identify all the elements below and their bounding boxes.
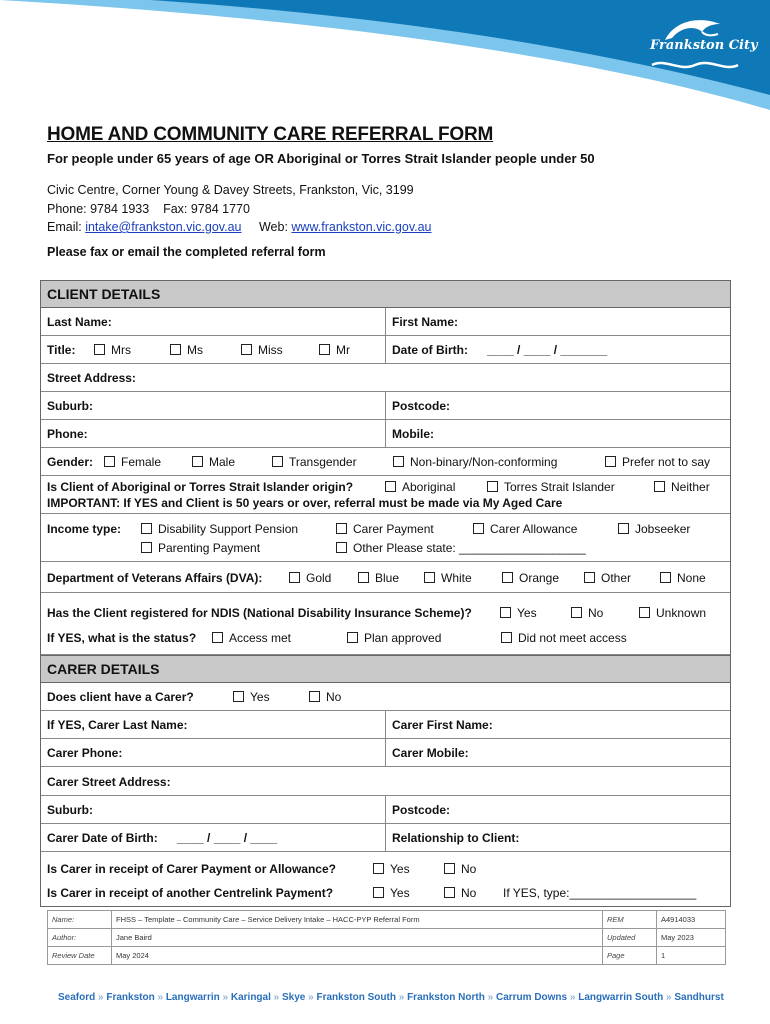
income-other-checkbox[interactable]: Other Please state: ___________________ <box>336 541 586 555</box>
income-label: Income type: <box>47 522 122 536</box>
carer-payment-row <box>41 852 730 906</box>
income-jobseeker-checkbox[interactable]: Jobseeker <box>618 522 690 536</box>
carer-payment-question: Is Carer in receipt of Carer Payment or Allowance? <box>47 862 336 876</box>
has-carer-yes-checkbox[interactable]: Yes <box>233 690 270 704</box>
dva-orange-checkbox[interactable]: Orange <box>502 571 559 585</box>
income-carer-allowance-checkbox[interactable]: Carer Allowance <box>473 522 577 536</box>
dva-label: Department of Veterans Affairs (DVA): <box>47 571 263 585</box>
wave-logo-icon <box>650 58 740 72</box>
table-row: Name: FHSS – Template – Community Care – Service Delivery Intake – HACC-PYP Referral Form REM A4914033 <box>48 911 726 929</box>
street-row <box>41 364 730 392</box>
suburb-field[interactable]: Suburb: <box>47 399 93 413</box>
ndis-yes-checkbox[interactable]: Yes <box>500 606 537 620</box>
carer-dob-row <box>41 824 730 852</box>
carer-suburb-row <box>41 796 730 824</box>
dva-white-checkbox[interactable]: White <box>424 571 472 585</box>
has-carer-no-checkbox[interactable]: No <box>309 690 341 704</box>
carer-last-name-field[interactable]: If YES, Carer Last Name: <box>47 718 188 732</box>
status-access-met-checkbox[interactable]: Access met <box>212 631 291 645</box>
fax-note: Please fax or email the completed referral form <box>47 245 326 259</box>
phone-field[interactable]: Phone: <box>47 427 88 441</box>
client-section-header: CLIENT DETAILS <box>41 281 730 308</box>
address-text: Civic Centre, Corner Young & Davey Streets, Frankston, Vic, 3199 <box>47 183 414 197</box>
referral-form <box>40 280 731 907</box>
carer-dob-label: Carer Date of Birth: <box>47 831 158 845</box>
logo-text: Frankston City <box>650 38 758 53</box>
income-dsp-checkbox[interactable]: Disability Support Pension <box>141 522 298 536</box>
gender-male-checkbox[interactable]: Male <box>192 455 235 469</box>
status-plan-approved-checkbox[interactable]: Plan approved <box>347 631 441 645</box>
web-link[interactable]: www.frankston.vic.gov.au <box>291 220 432 234</box>
has-carer-question: Does client have a Carer? <box>47 690 194 704</box>
carer-payment-yes-checkbox[interactable]: Yes <box>373 862 410 876</box>
centrelink-type-field[interactable]: If YES, type:___________________ <box>503 886 697 900</box>
postcode-field[interactable]: Postcode: <box>392 399 451 413</box>
page-title: HOME AND COMMUNITY CARE REFERRAL FORM <box>47 124 494 145</box>
last-name-field[interactable]: Last Name: <box>47 315 112 329</box>
header-banner <box>0 0 770 110</box>
carer-first-name-field[interactable]: Carer First Name: <box>392 718 493 732</box>
ndis-row <box>41 593 730 655</box>
status-not-met-checkbox[interactable]: Did not meet access <box>501 631 627 645</box>
web-label: Web: <box>258 220 292 234</box>
ndis-no-checkbox[interactable]: No <box>571 606 603 620</box>
carer-street-row <box>41 767 730 796</box>
title-label: Title: <box>47 343 76 357</box>
centrelink-no-checkbox[interactable]: No <box>444 886 476 900</box>
carer-mobile-field[interactable]: Carer Mobile: <box>392 746 469 760</box>
atsi-aboriginal-checkbox[interactable]: Aboriginal <box>385 480 455 494</box>
carer-section-header: CARER DETAILS <box>41 655 730 683</box>
phone-row <box>41 420 730 448</box>
contact-line <box>47 220 432 234</box>
name-row <box>41 308 730 336</box>
carer-street-field[interactable]: Carer Street Address: <box>47 775 171 789</box>
carer-suburb-field[interactable]: Suburb: <box>47 803 93 817</box>
table-row: Review Date May 2024 Page 1 <box>48 947 726 965</box>
carer-phone-field[interactable]: Carer Phone: <box>47 746 123 760</box>
gender-label: Gender: <box>47 455 94 469</box>
dob-label: Date of Birth: <box>392 343 468 357</box>
income-carer-payment-checkbox[interactable]: Carer Payment <box>336 522 434 536</box>
title-miss-checkbox[interactable]: Miss <box>241 343 283 357</box>
suburb-row <box>41 392 730 420</box>
carer-postcode-field[interactable]: Postcode: <box>392 803 451 817</box>
has-carer-row <box>41 683 730 711</box>
carer-payment-no-checkbox[interactable]: No <box>444 862 476 876</box>
dva-none-checkbox[interactable]: None <box>660 571 706 585</box>
ndis-question: Has the Client registered for NDIS (National Disability Insurance Scheme)? <box>47 606 472 620</box>
gender-transgender-checkbox[interactable]: Transgender <box>272 455 357 469</box>
page-subtitle: For people under 65 years of age OR Aboriginal or Torres Strait Islander people under 50 <box>47 151 595 166</box>
dob-field[interactable]: ____ / ____ / _______ <box>487 343 608 357</box>
email-label: Email: <box>47 220 86 234</box>
title-mrs-checkbox[interactable]: Mrs <box>94 343 131 357</box>
document-info-table <box>47 910 726 965</box>
atsi-question: Is Client of Aboriginal or Torres Strait Islander origin? <box>47 480 354 494</box>
gender-female-checkbox[interactable]: Female <box>104 455 161 469</box>
title-mr-checkbox[interactable]: Mr <box>319 343 350 357</box>
table-row: Author: Jane Baird Updated May 2023 <box>48 929 726 947</box>
gender-row <box>41 448 730 476</box>
centrelink-question: Is Carer in receipt of another Centrelink Payment? <box>47 886 334 900</box>
atsi-row <box>41 476 730 514</box>
centrelink-yes-checkbox[interactable]: Yes <box>373 886 410 900</box>
phone-fax-text: Phone: 9784 1933 Fax: 9784 1770 <box>47 202 250 216</box>
first-name-field[interactable]: First Name: <box>392 315 459 329</box>
gender-nonbinary-checkbox[interactable]: Non-binary/Non-conforming <box>393 455 557 469</box>
carer-dob-field[interactable]: ____ / ____ / ____ <box>177 831 278 845</box>
atsi-neither-checkbox[interactable]: Neither <box>654 480 710 494</box>
atsi-important-note: IMPORTANT: If YES and Client is 50 years or over, referral must be made via My Aged Care <box>47 496 563 510</box>
dva-gold-checkbox[interactable]: Gold <box>289 571 331 585</box>
mobile-field[interactable]: Mobile: <box>392 427 434 441</box>
dva-blue-checkbox[interactable]: Blue <box>358 571 399 585</box>
relationship-field[interactable]: Relationship to Client: <box>392 831 520 845</box>
title-row <box>41 336 730 364</box>
street-address-field[interactable]: Street Address: <box>47 371 136 385</box>
income-parenting-checkbox[interactable]: Parenting Payment <box>141 541 260 555</box>
gender-prefer-not-checkbox[interactable]: Prefer not to say <box>605 455 710 469</box>
atsi-tsi-checkbox[interactable]: Torres Strait Islander <box>487 480 615 494</box>
title-ms-checkbox[interactable]: Ms <box>170 343 203 357</box>
ndis-status-question: If YES, what is the status? <box>47 631 197 645</box>
ndis-unknown-checkbox[interactable]: Unknown <box>639 606 706 620</box>
carer-name-row <box>41 711 730 739</box>
dva-row <box>41 562 730 593</box>
dva-other-checkbox[interactable]: Other <box>584 571 631 585</box>
carer-phone-row <box>41 739 730 767</box>
email-link[interactable]: intake@frankston.vic.gov.au <box>85 220 242 234</box>
income-row <box>41 514 730 562</box>
suburbs-footer: Seaford » Frankston » Langwarrin » Karingal » Skye » Frankston South » Frankston North » Carrum Downs » Langwarrin South » Sandhurst <box>58 992 724 1003</box>
